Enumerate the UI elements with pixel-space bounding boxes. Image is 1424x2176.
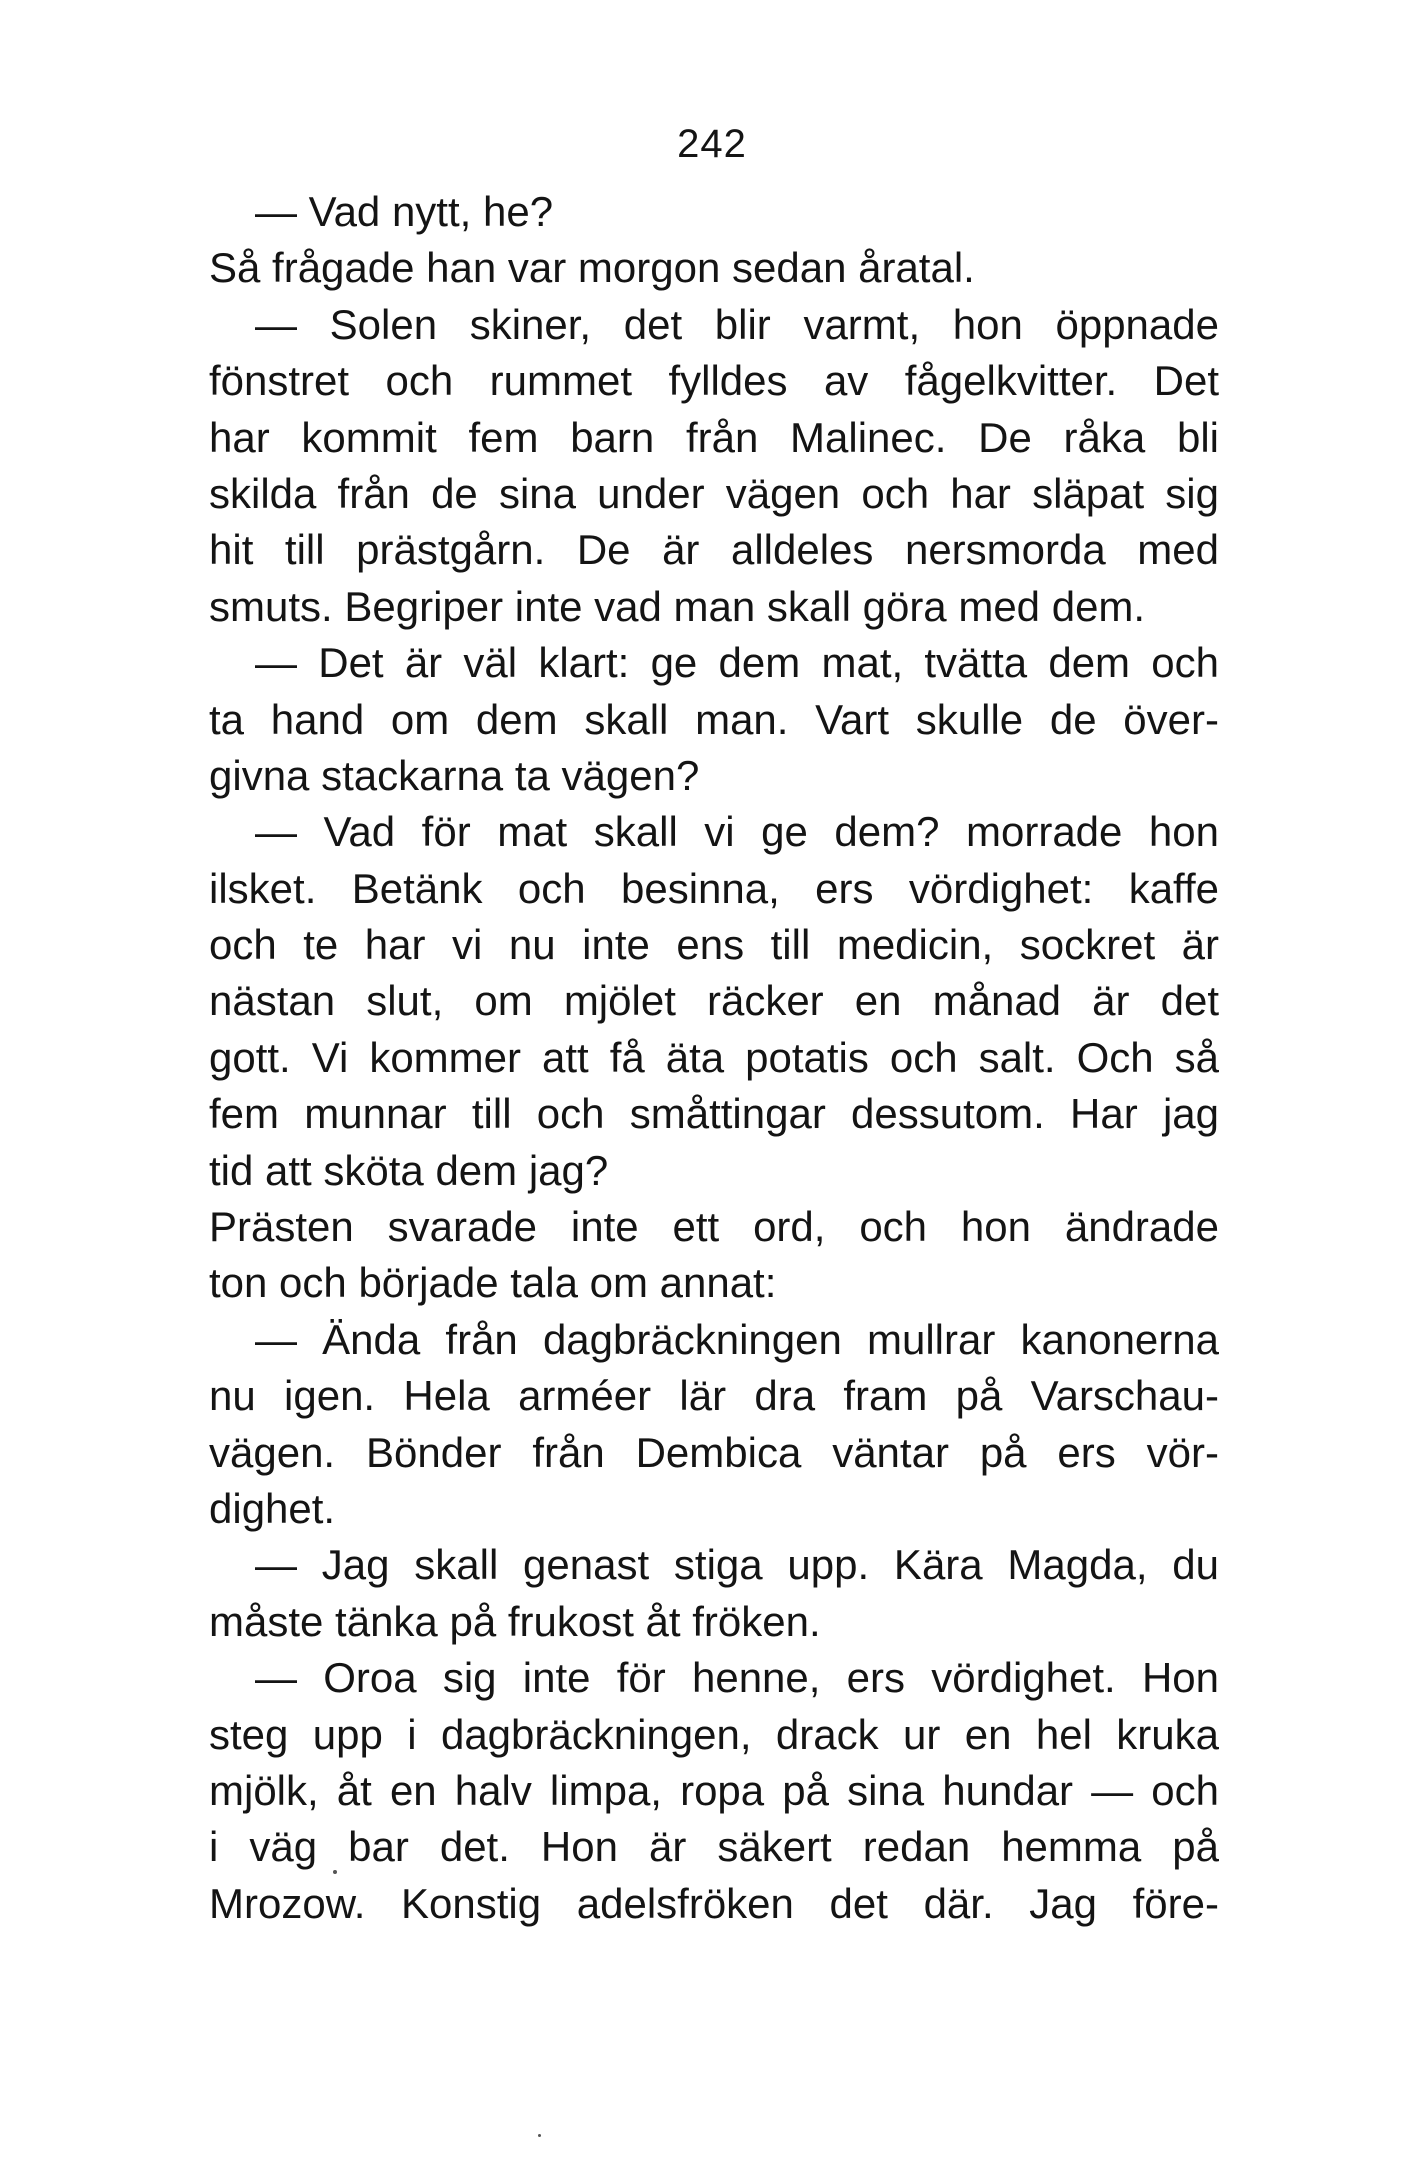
text-line: — Oroa sig inte för henne, ers vördighet. Hon xyxy=(255,1654,1219,1702)
text-line: mjölk, åt en halv limpa, ropa på sina hundar — och xyxy=(209,1766,1219,1814)
text-line: — Det är väl klart: ge dem mat, tvätta dem och xyxy=(255,639,1219,687)
text-line: dighet. xyxy=(209,1484,336,1532)
page-number: 242 xyxy=(677,122,747,166)
text-line: vägen. Bönder från Dembica väntar på ers vör- xyxy=(209,1428,1219,1476)
print-speck xyxy=(333,1870,337,1874)
text-line: i väg bar det. Hon är säkert redan hemma på xyxy=(209,1823,1219,1871)
text-line: Prästen svarade inte ett ord, och hon ändrade xyxy=(209,1203,1219,1251)
text-line: — Vad för mat skall vi ge dem? morrade hon xyxy=(255,808,1219,856)
body-text xyxy=(209,184,1219,1932)
text-line: och te har vi nu inte ens till medicin, sockret är xyxy=(209,921,1219,969)
text-line: nu igen. Hela arméer lär dra fram på Varschau- xyxy=(209,1372,1219,1420)
text-line: gott. Vi kommer att få äta potatis och salt. Och så xyxy=(209,1033,1219,1081)
text-line: Så frågade han var morgon sedan åratal. xyxy=(209,244,975,292)
text-line: Mrozow. Konstig adelsfröken det där. Jag före- xyxy=(209,1879,1219,1927)
text-line: — Ända från dagbräckningen mullrar kanonerna xyxy=(255,1315,1219,1363)
text-line: tid att sköta dem jag? xyxy=(209,1146,609,1194)
text-line: smuts. Begriper inte vad man skall göra med dem. xyxy=(209,582,1146,630)
text-line: — Vad nytt, he? xyxy=(255,188,554,235)
text-line: fönstret och rummet fylldes av fågelkvitter. Det xyxy=(209,357,1219,405)
text-line: steg upp i dagbräckningen, drack ur en hel kruka xyxy=(209,1710,1219,1758)
text-line: nästan slut, om mjölet räcker en månad är det xyxy=(209,977,1219,1025)
text-line: har kommit fem barn från Malinec. De råka bli xyxy=(209,413,1219,461)
text-line: hit till prästgårn. De är alldeles nersmorda med xyxy=(209,526,1219,574)
text-line: ta hand om dem skall man. Vart skulle de över- xyxy=(209,695,1219,743)
text-line: — Solen skiner, det blir varmt, hon öppnade xyxy=(255,300,1219,348)
text-line: givna stackarna ta vägen? xyxy=(209,751,700,799)
print-speck xyxy=(538,2134,541,2137)
text-line: skilda från de sina under vägen och har släpat sig xyxy=(209,469,1219,517)
text-line: ilsket. Betänk och besinna, ers vördighet: kaffe xyxy=(209,864,1219,912)
text-line: ton och började tala om annat: xyxy=(209,1259,777,1307)
text-line: måste tänka på frukost åt fröken. xyxy=(209,1597,821,1645)
text-line: — Jag skall genast stiga upp. Kära Magda, du xyxy=(255,1541,1219,1589)
text-line: fem munnar till och småttingar dessutom. Har jag xyxy=(209,1090,1219,1138)
